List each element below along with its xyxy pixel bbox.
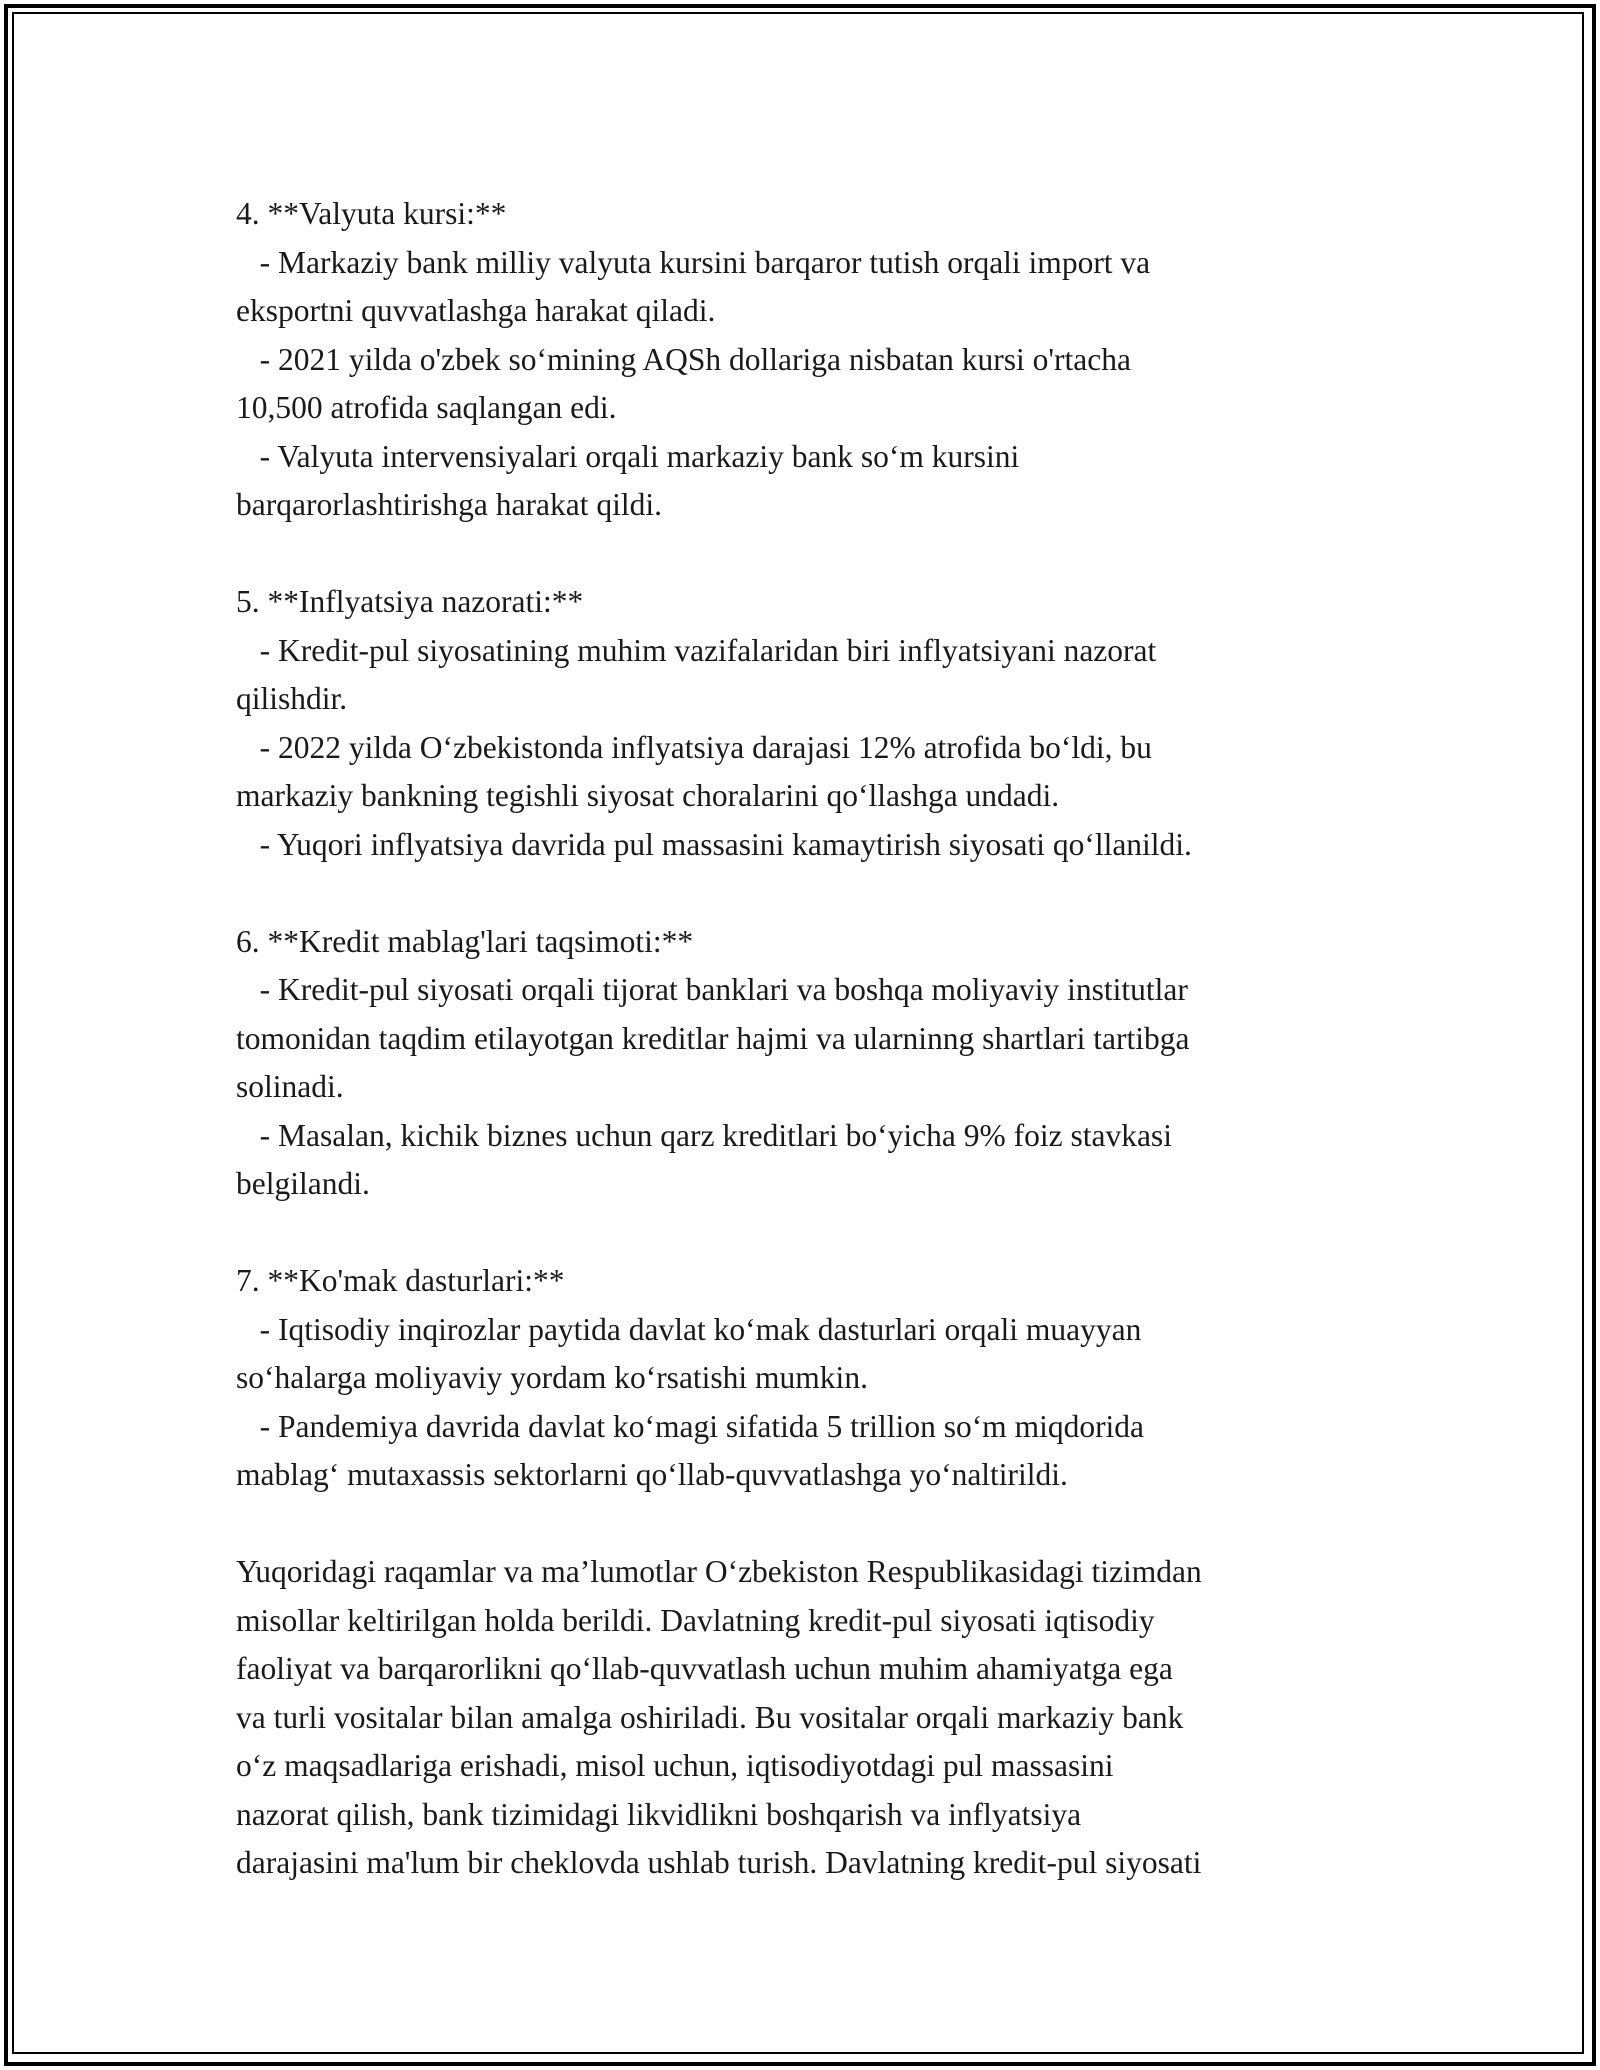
text-line: eksportni quvvatlashga harakat qiladi. [236,293,716,328]
text-line: qilishdir. [236,681,348,716]
section-heading: 4. **Valyuta kursi:** [236,196,507,231]
text-line: solinadi. [236,1069,344,1104]
text-line: - Yuqori inflyatsiya davrida pul massasini kamaytirish siyosati qo‘llanildi. [236,826,1192,862]
section-heading: 5. **Inflyatsiya nazorati:** [236,584,584,619]
text-line: so‘halarga moliyaviy yordam ko‘rsatishi mumkin. [236,1360,868,1395]
text-line: Yuqoridagi raqamlar va ma’lumotlar O‘zbekiston Respublikasidagi tizimdan [236,1554,1202,1589]
section-heading: 7. **Ko'mak dasturlari:** [236,1263,565,1298]
text-line: 10,500 atrofida saqlangan edi. [236,390,617,425]
text-line: tomonidan taqdim etilayotgan kreditlar hajmi va ularninng shartlari tartibga [236,1020,1190,1056]
blank-line [236,1209,1386,1258]
blank-line [236,869,1386,918]
section-heading: 6. **Kredit mablag'lari taqsimoti:** [236,923,694,959]
text-line: - Markaziy bank milliy valyuta kursini barqaror tutish orqali import va [236,244,1151,280]
text-line: - Masalan, kichik biznes uchun qarz kreditlari bo‘yicha 9% foiz stavkasi [236,1117,1172,1153]
document-body [236,190,1386,1888]
text-line: barqarorlashtirishga harakat qildi. [236,487,662,522]
section-kredit-mablaglari [236,918,1386,1209]
text-line: faoliyat va barqarorlikni qo‘llab-quvvatlash uchun muhim ahamiyatga ega [236,1651,1173,1686]
text-line: o‘z maqsadlariga erishadi, misol uchun, iqtisodiyotdagi pul massasini [236,1748,1114,1783]
text-line: - 2022 yilda O‘zbekistonda inflyatsiya darajasi 12% atrofida bo‘ldi, bu [236,729,1152,765]
text-line: va turli vositalar bilan amalga oshiriladi. Bu vositalar orqali markaziy bank [236,1699,1184,1735]
blank-line [236,1500,1386,1549]
closing-paragraph [236,1548,1386,1888]
text-line: darajasini ma'lum bir cheklovda ushlab turish. Davlatning kredit-pul siyosati [236,1845,1202,1880]
text-line: - 2021 yilda o'zbek so‘mining AQSh dollariga nisbatan kursi o'rtacha [236,341,1131,377]
text-line: mablag‘ mutaxassis sektorlarni qo‘llab-quvvatlashga yo‘naltirildi. [236,1457,1068,1492]
section-inflyatsiya-nazorati [236,578,1386,869]
text-line: misollar keltirilgan holda berildi. Davlatning kredit-pul siyosati iqtisodiy [236,1602,1155,1638]
text-line: - Kredit-pul siyosatining muhim vazifalaridan biri inflyatsiyani nazorat [236,632,1157,668]
text-line: - Kredit-pul siyosati orqali tijorat banklari va boshqa moliyaviy institutlar [236,972,1188,1007]
text-line: - Iqtisodiy inqirozlar paytida davlat ko‘mak dasturlari orqali muayyan [236,1311,1142,1347]
text-line: markaziy bankning tegishli siyosat choralarini qo‘llashga undadi. [236,778,1060,813]
text-line: - Valyuta intervensiyalari orqali markaziy bank so‘m kursini [236,438,1020,474]
section-valyuta-kursi [236,190,1386,530]
text-line: belgilandi. [236,1166,370,1201]
section-komak-dasturlari [236,1257,1386,1500]
blank-line [236,530,1386,579]
text-line: - Pandemiya davrida davlat ko‘magi sifatida 5 trillion so‘m miqdorida [236,1408,1145,1444]
text-line: nazorat qilish, bank tizimidagi likvidlikni boshqarish va inflyatsiya [236,1796,1082,1832]
